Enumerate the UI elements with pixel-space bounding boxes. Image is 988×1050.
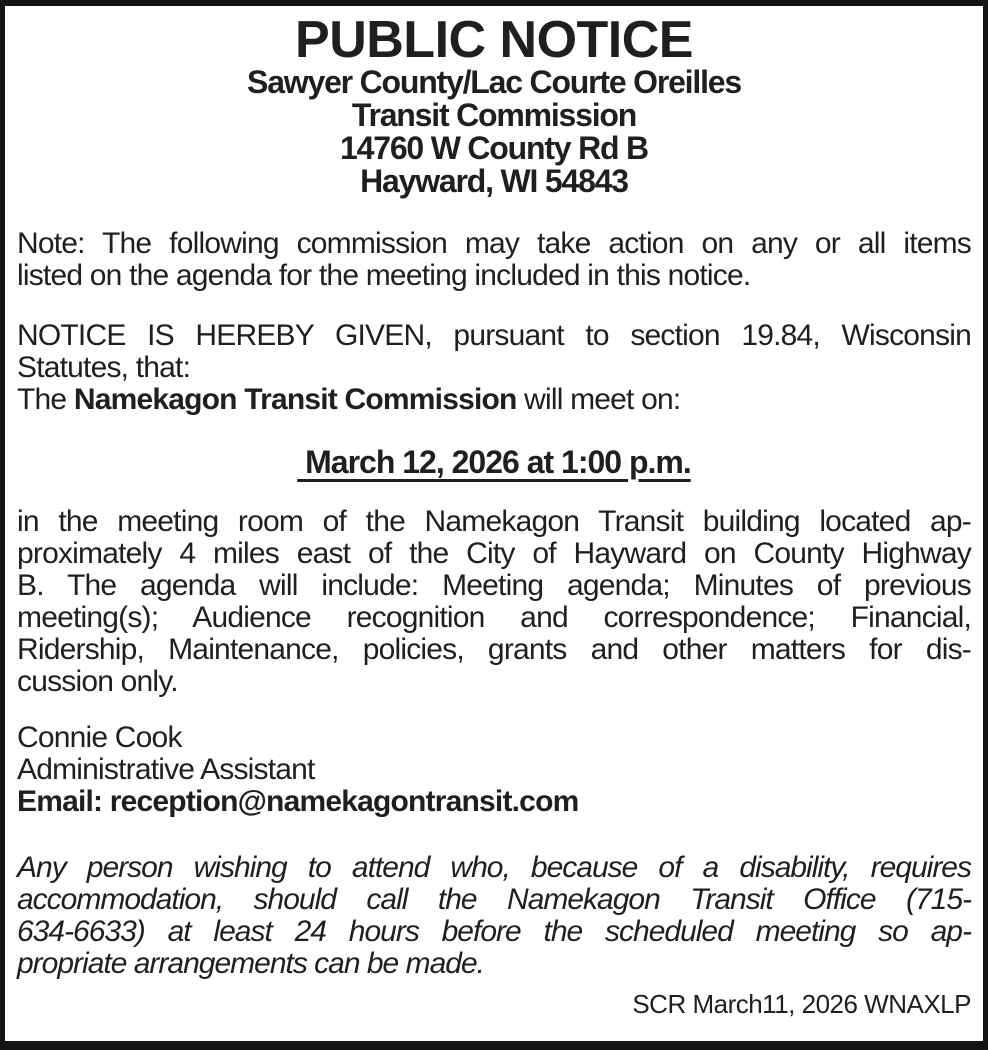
accessibility-line: propriate arrangements can be made.	[17, 947, 484, 980]
meet-on-suffix: will meet on:	[516, 383, 681, 416]
details-line: meeting(s); Audience recognition and correspondence; Financial,	[17, 601, 971, 634]
meeting-details-paragraph	[17, 506, 971, 698]
notice-given-line: Statutes, that:	[17, 351, 191, 384]
org-city-line: Hayward, WI 54843	[360, 163, 628, 199]
notice-given-line: NOTICE IS HEREBY GIVEN, pursuant to section 19.84, Wisconsin	[17, 319, 971, 352]
meeting-datetime-line	[17, 442, 971, 482]
meet-on-line	[17, 384, 971, 416]
accessibility-paragraph	[17, 852, 971, 980]
details-line: proximately 4 miles east of the City of Hayward on County Highway	[17, 537, 971, 570]
organization-header	[17, 66, 971, 198]
commission-name: Namekagon Transit Commission	[73, 383, 517, 416]
notice-title: PUBLIC NOTICE	[295, 11, 693, 69]
details-line: Ridership, Maintenance, policies, grants and other matters for dis-	[17, 633, 971, 666]
signature-name: Connie Cook	[17, 721, 182, 754]
meeting-datetime: March 12, 2026 at 1:00 p.m.	[297, 444, 691, 480]
signature-role: Administrative Assistant	[17, 753, 315, 786]
note-line: Note: The following commission may take action on any or all items	[17, 227, 971, 260]
accessibility-line: accommodation, should call the Namekagon Transit Office (715-	[17, 883, 971, 916]
accessibility-line: 634-6633) at least 24 hours before the scheduled meeting so ap-	[17, 915, 971, 948]
contact-email-line: Email: reception@namekagontransit.com	[17, 785, 579, 818]
meet-on-prefix: The	[17, 383, 74, 416]
details-line: cussion only.	[17, 665, 178, 698]
publication-footer: SCR March11, 2026 WNAXLP	[632, 989, 971, 1019]
details-line: in the meeting room of the Namekagon Transit building located ap-	[17, 505, 971, 538]
org-name-line: Transit Commission	[351, 97, 637, 133]
note-paragraph	[17, 228, 971, 292]
org-address-line: 14760 W County Rd B	[340, 130, 648, 166]
notice-given-paragraph	[17, 320, 971, 416]
accessibility-line: Any person wishing to attend who, because of a disability, requires	[17, 851, 971, 884]
details-line: B. The agenda will include: Meeting agenda; Minutes of previous	[17, 569, 971, 602]
signature-block	[17, 722, 971, 818]
org-name-line: Sawyer County/Lac Courte Oreilles	[247, 64, 741, 100]
note-line: listed on the agenda for the meeting included in this notice.	[17, 259, 751, 292]
